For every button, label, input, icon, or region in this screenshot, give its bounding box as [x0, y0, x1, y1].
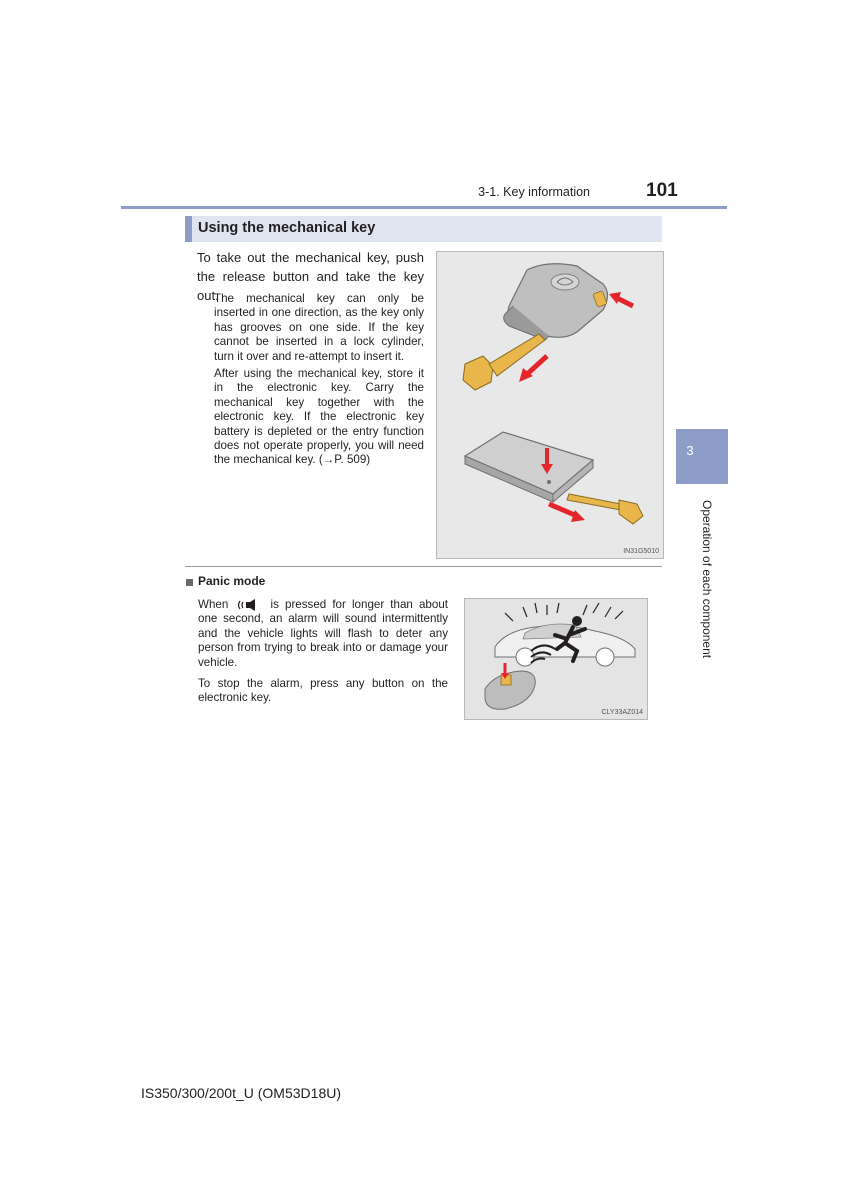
panic-button-icon: [234, 598, 264, 612]
mechanical-key-blade-top: [463, 334, 545, 390]
key-fob-hand: [485, 663, 535, 709]
section-title-bar: [185, 216, 662, 242]
chapter-label: Operation of each component: [700, 500, 714, 659]
panic-mode-paragraph: [198, 598, 448, 670]
intro-paragraph: To take out the mechanical key, push the release button and take the key out.: [197, 250, 424, 303]
chapter-tab: [676, 429, 728, 484]
panic-text-rest: is pressed for longer than about one second, an alarm will sound intermittently and the vehicle lights will flash to deter any person from trying to break into or damage your vehicle.: [198, 598, 448, 669]
figure-mechanical-key: [436, 251, 664, 559]
section-divider: [185, 566, 662, 567]
figure-code: IN31G5010: [623, 548, 659, 555]
mechanical-key-illustration: [437, 252, 663, 558]
panic-alarm-illustration: [465, 599, 647, 719]
figure-panic-alarm: [464, 598, 648, 720]
running-header-section: 3-1. Key information: [478, 185, 590, 199]
header-rule: [121, 206, 727, 209]
section-title: Using the mechanical key: [198, 220, 376, 236]
note-storage: After using the mechanical key, store it in the electronic key. Carry the mechanical key together with the electronic key. If the electronic key battery is depleted or the entry function does not operate properly, you will need the mechanical key. (→P. 509): [214, 367, 424, 467]
square-bullet-icon: [186, 579, 193, 586]
panic-stop-paragraph: To stop the alarm, press any button on the electronic key.: [198, 677, 448, 705]
alarm-rays: [505, 603, 623, 621]
key-fob-top: [504, 264, 608, 340]
figure-code: CLY33AZ014: [601, 709, 643, 716]
section-bar-accent: [185, 216, 192, 242]
panic-text-start: When: [198, 598, 229, 612]
page-number: 101: [646, 180, 678, 201]
note-grooves: The mechanical key can only be inserted in one direction, as the key only has grooves on one side. If the key cannot be inserted in a lock cylinder, turn it over and re-attempt to insert it.: [214, 292, 424, 363]
key-card-bottom: [465, 432, 593, 502]
footer-model: IS350/300/200t_U (OM53D18U): [141, 1085, 341, 1101]
slide-arrow: [549, 504, 577, 516]
panic-mode-heading: Panic mode: [198, 574, 266, 588]
chapter-number: 3: [686, 443, 694, 458]
